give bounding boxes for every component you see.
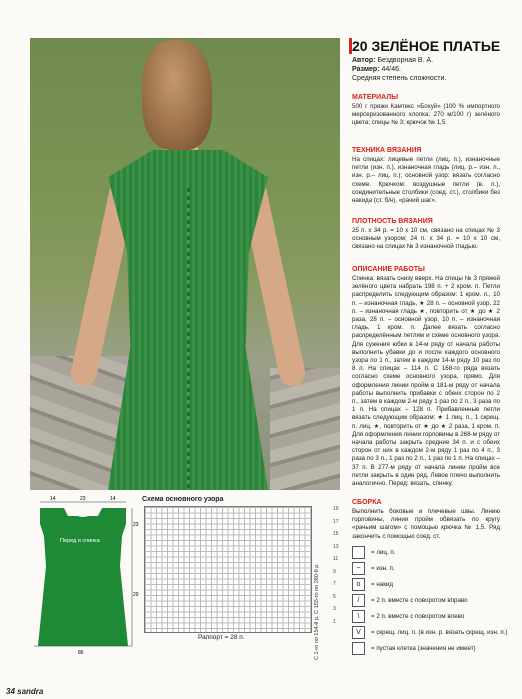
legend-item [352, 640, 512, 656]
measure-side-top: 23 [133, 522, 139, 528]
row-number: 3 [333, 606, 336, 612]
row-number: 19 [333, 506, 339, 512]
pattern-title: 20 ЗЕЛЁНОЕ ПЛАТЬЕ [352, 38, 501, 54]
legend-symbol [352, 546, 365, 559]
row-number: 15 [333, 531, 339, 537]
size-label: Размер: [352, 66, 380, 73]
pattern-meta [352, 56, 502, 83]
rapport-label: Раппорт = 28 п. [198, 634, 245, 641]
legend-item [352, 544, 512, 560]
row-numbers [333, 506, 341, 631]
sketch-label: Перед и спинка [60, 538, 100, 544]
legend-item [352, 560, 512, 576]
legend-symbol: o [352, 578, 365, 591]
stitch-chart [144, 506, 312, 633]
legend-symbol [352, 642, 365, 655]
measure-right: 14 [110, 496, 116, 502]
row-number: 17 [333, 518, 339, 525]
schema-title: Схема основного узора [142, 496, 224, 503]
technique-text: На спицах: лицевые петли (лиц. п.), изнаночные петли (изн. п.), изнаночная гладь (лиц. р.– изн. п., изн. р.– лиц. п.); основной узор: вязать согласно схеме. Крючком: воздушные петли (в. п.), соединительные столбики (соед. ст.), столбики без накида (ст. б/н), «рачий шаг». [352, 156, 500, 205]
legend-item [352, 592, 512, 608]
legend [352, 544, 512, 656]
difficulty: Средняя степень сложности. [352, 75, 447, 82]
legend-item [352, 576, 512, 592]
density-heading: ПЛОТНОСТЬ ВЯЗАНИЯ [352, 218, 433, 225]
density-text: 25 п. х 34 р. = 10 х 10 см, связано на спицах № 3 основным узором; 24 п. х 34 р. = 10 х 10 см, связано на спицах № 3 изнаночной гладью. [352, 227, 500, 251]
legend-item [352, 608, 512, 624]
materials-heading: МАТЕРИАЛЫ [352, 94, 399, 101]
stone-wall [270, 368, 340, 490]
author: Бездворная В. А. [377, 57, 434, 64]
technique-heading: ТЕХНИКА ВЯЗАНИЯ [352, 147, 422, 154]
model-photo [30, 38, 340, 490]
work-heading: ОПИСАНИЕ РАБОТЫ [352, 266, 425, 273]
author-label: Автор: [352, 57, 376, 64]
legend-text: = 2 п. вместе с поворотом вправо [371, 596, 468, 604]
measure-mid: 23 [80, 496, 86, 502]
page-footer: 34 sandra [6, 687, 44, 696]
row-number: 7 [333, 581, 336, 587]
legend-symbol: V [352, 626, 365, 639]
row-number: 11 [333, 556, 339, 562]
legend-symbol: / [352, 594, 365, 607]
row-number: 1 [333, 618, 336, 625]
row-number: 13 [333, 543, 339, 550]
dress-pattern-line [187, 188, 190, 488]
row-number: 9 [333, 568, 336, 575]
legend-text: = лиц. п. [371, 548, 396, 556]
legend-text: = скрещ. лиц. п. (в изн. р. вязать скрещ. изн. п.) [371, 628, 508, 636]
row-number: 5 [333, 593, 336, 600]
measure-left: 14 [50, 496, 56, 502]
dress-sketch [30, 496, 139, 656]
legend-text: = пустая клетка (значения не имеет) [371, 644, 476, 652]
chart-side-caption: С 1-го по 154-й р. С 155-го по 280-й р. [314, 563, 320, 660]
assembly-text: Выполнить боковые и плечевые швы. Линию горловины, линии пройм обвязать по кругу «рачьим шагом» с помощью крючка № 1,5. Ряд закончить с помощью соед. ст. [352, 508, 500, 540]
measure-side-mid: 29 [133, 592, 139, 598]
legend-text: = 2 п. вместе с поворотом влево [371, 612, 465, 620]
legend-item [352, 624, 512, 640]
work-text: Спинка: вязать снизу вверх. На спицы № 3 пряжей зелёного цвета набрать 198 п. + 2 кром. п. Петли распределить следующим образом: 1 кром. п., 10 п. – изнаночная гладь, ★ 28 п. – основной узор, 22 п. – изнаночная гладь ★, повторить от ★ до ★ 2 раза, 28 п. – основной узор, 10 п. – изнаночная гладь, 1 кром. п. Далее вязать согласно распределённым петлям и схеме основного узора. Для сужения юбки в 14-м ряду от начала работы выполнить убавки до и после каждого основного узора по 1 п., затем в каждом 14-м ряду 10 раз по 8 п. На спицах – 114 п. С 168-го ряда вязать согласно схеме основного узора, прямо. Для оформления линии пройм в 181-м ряду от начала работы выполнить прибавки с обеих сторон по 2 п., затем в каждом 2-м ряду 1 раз по 2 п., 3 раза по 1 п. На спицах – 128 п. Прибавленные петли вязать следующим образом: ★ 1 лиц. п., 1 скрещ. п. лиц. ★, повторить от ★ до ★ 2 раза, 1 кром. п. Для оформления линии горловины в 268-м ряду от начала работы закрыть средние 34 п. и с обеих сторон от них в каждом 2-м ряду 1 раз по 4 п., 3 раза по 3 п., 1 раз по 2 п., 1 раз по 1 п. На спицах – 37 п. В 277-м ряду от начала линии пройм все петли закрыть в один ряд. Левое плечо выполнить аналогично. Перед: вязать, спинку. [352, 275, 500, 488]
model-hair [142, 40, 212, 150]
assembly-heading: СБОРКА [352, 499, 382, 506]
legend-text: = изн. п. [371, 564, 395, 572]
legend-symbol: \ [352, 610, 365, 623]
legend-text: = накид [371, 580, 393, 588]
materials-text: 500 г пряжи Камтекс «Бохуй» (100 % импортного мерсеризованного хлопка; 270 м/100 г) зелёного цвета; спицы № 3; крючок № 1,5. [352, 103, 500, 127]
measure-bottom: 86 [78, 650, 84, 656]
legend-symbol: − [352, 562, 365, 575]
size: 44/46. [381, 66, 401, 73]
